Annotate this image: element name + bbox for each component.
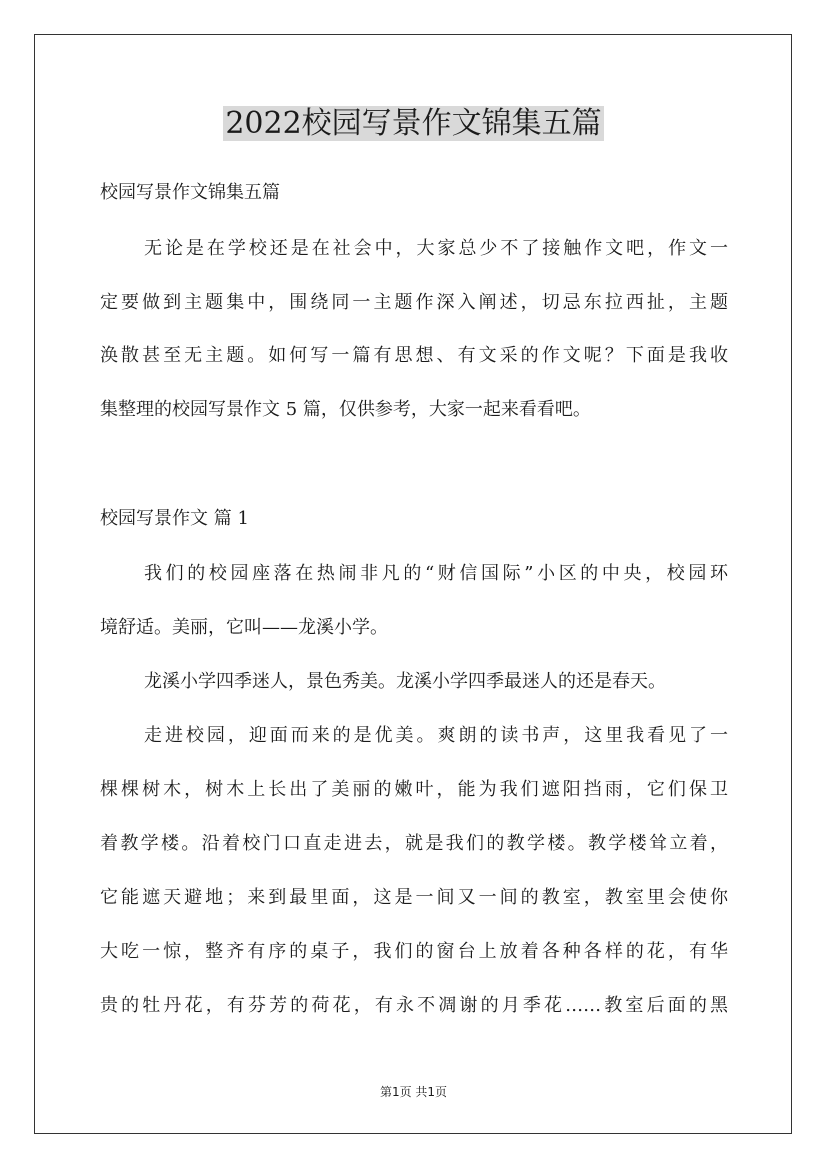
para3-line-1: 走进校园，迎面而来的是优美。爽朗的读书声，这里我看见了一 xyxy=(144,725,728,746)
page-indicator: 第1页 共1页 xyxy=(379,1085,448,1099)
para2-line-1: 龙溪小学四季迷人，景色秀美。龙溪小学四季最迷人的还是春天。 xyxy=(144,671,666,692)
section-heading: 校园写景作文 篇 1 xyxy=(100,508,249,529)
para3-line-6: 贵的牡丹花，有芬芳的荷花，有永不凋谢的月季花……教室后面的黑 xyxy=(100,995,728,1016)
intro-line-4: 集整理的校园写景作文 5 篇，仅供参考，大家一起来看看吧。 xyxy=(100,399,591,420)
intro-line-3: 涣散甚至无主题。如何写一篇有思想、有文采的作文呢？下面是我收 xyxy=(100,345,728,366)
para1-line-1: 我们的校园座落在热闹非凡的“财信国际”小区的中央，校园环 xyxy=(144,563,728,584)
para3-line-3: 着教学楼。沿着校门口直走进去，就是我们的教学楼。教学楼耸立着， xyxy=(100,833,728,854)
para3-line-2: 棵棵树木，树木上长出了美丽的嫩叶，能为我们遮阳挡雨，它们保卫 xyxy=(100,779,728,800)
subtitle: 校园写景作文锦集五篇 xyxy=(100,182,280,203)
para3-line-4: 它能遮天避地；来到最里面，这是一间又一间的教室，教室里会使你 xyxy=(100,887,728,908)
intro-line-2: 定要做到主题集中，围绕同一主题作深入阐述，切忌东拉西扯，主题 xyxy=(100,292,728,313)
para1-line-2: 境舒适。美丽，它叫——龙溪小学。 xyxy=(100,617,388,638)
para3-line-5: 大吃一惊，整齐有序的桌子，我们的窗台上放着各种各样的花，有华 xyxy=(100,941,728,962)
document-title: 2022校园写景作文锦集五篇 xyxy=(225,106,602,141)
intro-line-1: 无论是在学校还是在社会中，大家总少不了接触作文吧，作文一 xyxy=(144,238,728,259)
